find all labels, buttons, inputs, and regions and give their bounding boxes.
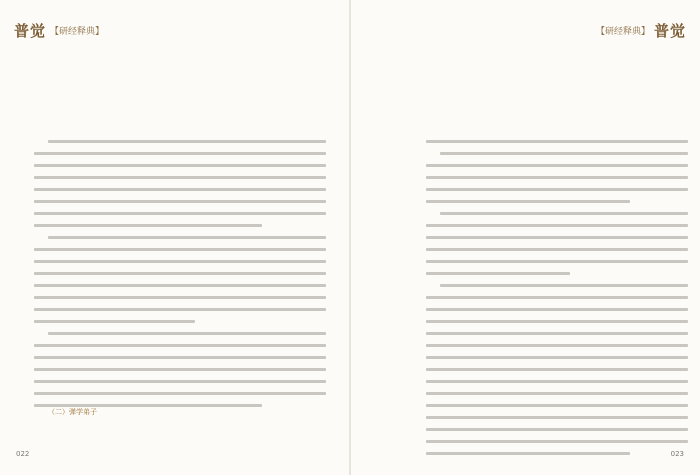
text-line	[426, 392, 688, 395]
text-line	[440, 284, 688, 287]
text-line	[426, 248, 688, 251]
text-line	[426, 380, 688, 383]
text-line	[426, 356, 688, 359]
text-line	[426, 236, 688, 239]
page-number: 023	[670, 450, 684, 458]
text-line	[48, 236, 326, 239]
page-number: 022	[16, 450, 30, 458]
right-body-text	[426, 140, 688, 464]
text-line	[426, 308, 688, 311]
text-line	[426, 452, 630, 455]
text-line	[426, 260, 688, 263]
text-line	[34, 320, 195, 323]
left-page	[0, 0, 349, 475]
left-body-text	[34, 140, 326, 416]
text-line	[426, 296, 688, 299]
section-heading: （二）弹学弟子	[48, 408, 97, 416]
text-line	[34, 368, 326, 371]
brand-logo-text: 普觉	[14, 22, 47, 40]
text-line	[426, 428, 688, 431]
text-line	[34, 188, 326, 191]
brand-logo-text: 普觉	[653, 22, 686, 40]
text-line	[426, 440, 688, 443]
left-running-header	[14, 20, 104, 41]
text-line	[34, 224, 262, 227]
text-line	[34, 344, 326, 347]
text-line	[34, 164, 326, 167]
text-line	[426, 344, 688, 347]
text-line	[426, 164, 688, 167]
right-running-header	[596, 20, 686, 41]
text-line	[426, 272, 570, 275]
text-line	[426, 140, 688, 143]
text-line	[426, 200, 630, 203]
text-line	[426, 368, 688, 371]
text-line	[426, 416, 688, 419]
text-line	[34, 392, 326, 395]
text-line	[34, 200, 326, 203]
text-line	[34, 176, 326, 179]
text-line	[426, 176, 688, 179]
text-line	[34, 212, 326, 215]
section-tag: 【研经释典】	[595, 27, 650, 37]
text-line	[34, 248, 326, 251]
text-line	[34, 356, 326, 359]
text-line	[440, 152, 688, 155]
text-line	[34, 284, 326, 287]
text-line	[426, 320, 688, 323]
text-line	[34, 152, 326, 155]
text-line	[48, 332, 326, 335]
text-line	[34, 296, 326, 299]
text-line	[34, 272, 326, 275]
text-line	[34, 380, 326, 383]
text-line	[48, 140, 326, 143]
section-tag: 【研经释典】	[50, 27, 105, 37]
text-line	[426, 404, 688, 407]
text-line	[440, 212, 688, 215]
text-line	[426, 224, 688, 227]
right-page	[351, 0, 700, 475]
text-line	[34, 308, 326, 311]
text-line	[426, 332, 688, 335]
text-line	[426, 188, 688, 191]
text-line	[34, 260, 326, 263]
